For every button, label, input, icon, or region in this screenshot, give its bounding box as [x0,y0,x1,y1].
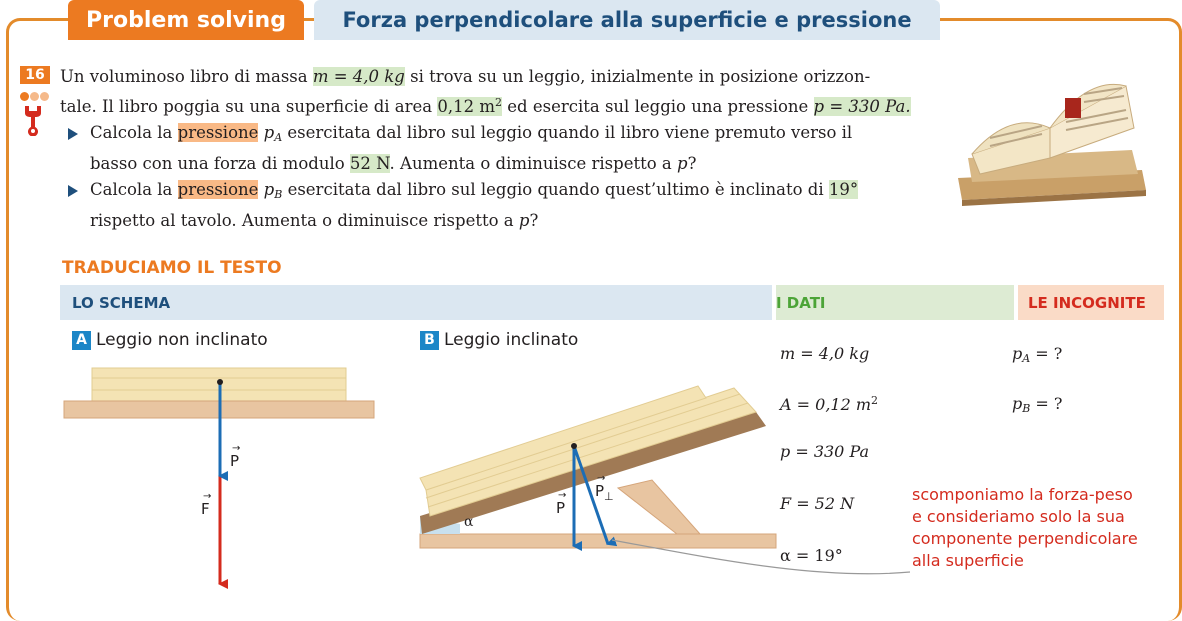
label-alpha-b: α [464,514,474,530]
problem-text: Un voluminoso libro di massa m = 4,0 kg si trova su un leggio, inizialmente in posizione orizzon- tale. Il libro poggia su una superficie di area 0,12 $m^2$ ed esercita sul leggio una pressione p = 330 Pa. Calcola la pressione $p_A$ esercitata dal libro sul leggio quando il libro viene premuto verso il basso con una forza di modulo 52 N. Aumenta o diminuisce rispetto a p? Calcola la pressione $p_B$ esercitata dal libro sul leggio quando quest’ultimo è inclinato di 19° rispetto al tavolo. Aumenta o diminuisce rispetto a p? [60,64,940,234]
label-p-b: → P [556,490,567,517]
label-pperp-b: → $P_\perp$ [595,473,614,503]
problem-number: 16 [20,66,50,84]
label-f-a: → F [201,491,212,518]
decomposition-note: scomponiamo la forza-peso e consideriamo solo la sua componente perpendicolare alla superficie [912,485,1138,570]
label-p-a: → P [230,443,241,470]
section-title: TRADUCIAMO IL TESTO [62,258,282,278]
dato-p: p = 330 Pa [780,442,870,461]
dato-f: F = 52 N [780,494,855,513]
dato-area: A = 0,12 $m^2$ [780,394,879,414]
dato-m: m = 4,0 kg [780,344,870,363]
title-tab: Forza perpendicolare alla superficie e pressione [314,0,940,40]
question-a: Calcola la pressione $p_A$ esercitata dal libro sul leggio quando il libro viene premuto verso il basso con una forza di modulo 52 N. Aumenta o diminuisce rispetto a p? [60,120,940,177]
diagram-b-label: B Leggio inclinato [420,330,578,350]
dato-alpha: α = 19° [780,546,843,565]
category-tab: Problem solving [68,0,304,40]
schema-header: LO SCHEMA [60,285,772,320]
incognita-pa: $p_A$ = ? [1012,344,1063,365]
diagram-a [64,368,374,584]
incognite-header: LE INCOGNITE [1018,285,1164,320]
dati-header: I DATI [776,285,1014,320]
question-b: Calcola la pressione $p_B$ esercitata dal libro sul leggio quando quest’ultimo è inclinato di 19° rispetto al tavolo. Aumenta o diminuisce rispetto a p? [60,177,940,234]
diagram-a-label: A Leggio non inclinato [72,330,268,350]
incognita-pb: $p_B$ = ? [1012,394,1063,415]
